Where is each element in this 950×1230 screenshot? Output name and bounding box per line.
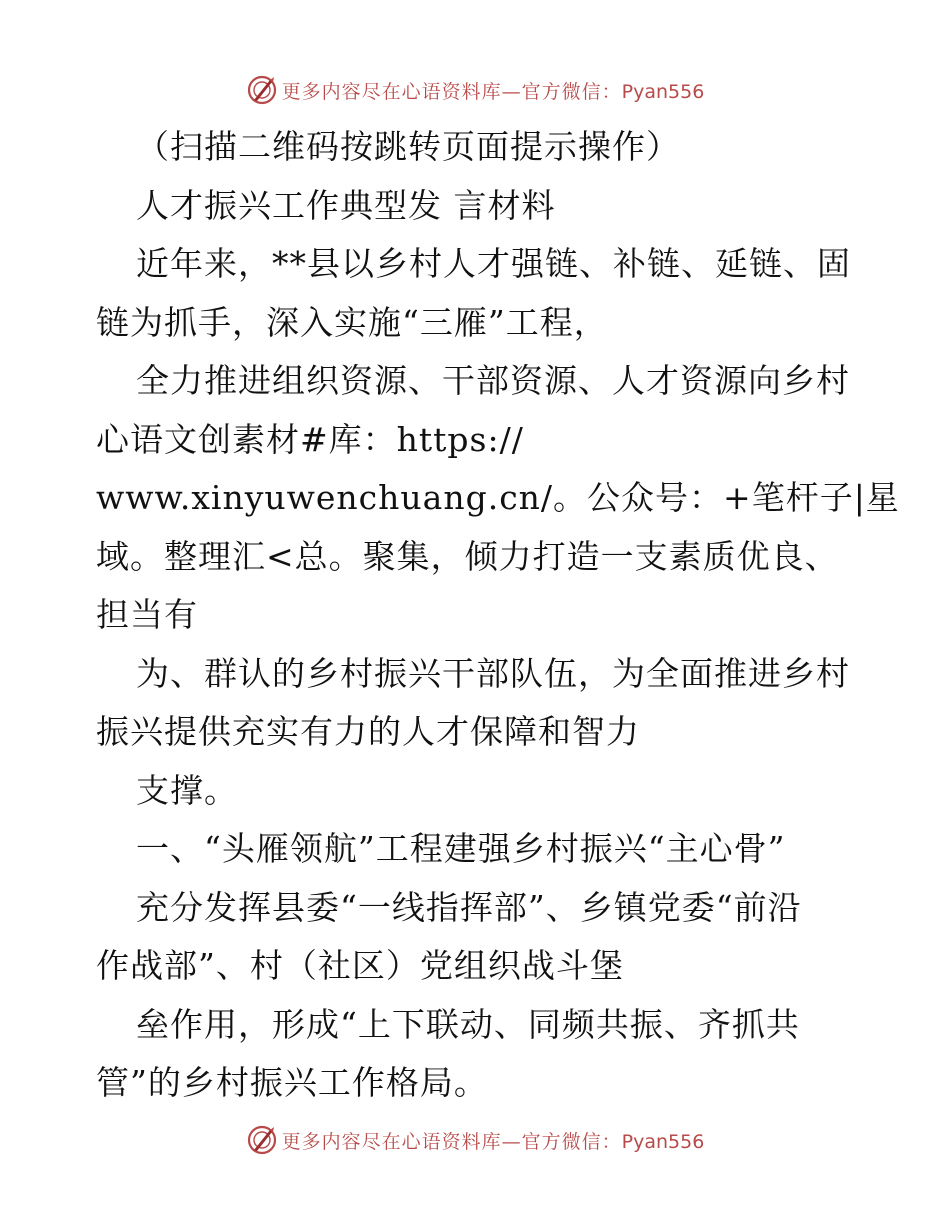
- text-line: 作战部”、村（社区）党组织战斗堡: [96, 946, 624, 985]
- text-line: 为、群认的乡村振兴干部队伍，为全面推进乡村: [136, 653, 850, 693]
- text-line: 垒作用，形成“上下联动、同频共振、齐抓共: [136, 1004, 800, 1044]
- text-line: 心语文创素材#库：https://: [96, 419, 524, 459]
- text-line: 一、“头雁领航”工程建强乡村振兴“主心骨”: [136, 829, 786, 868]
- footer-banner: [0, 1120, 950, 1160]
- banner-text: 更多内容尽在心语资料库—官方微信：Pyan556: [281, 1130, 705, 1153]
- text-line: 担当有: [96, 595, 198, 634]
- banner-text: 更多内容尽在心语资料库—官方微信：Pyan556: [281, 80, 705, 103]
- wechat-id: Pyan556: [621, 1130, 705, 1153]
- document-body: [96, 118, 900, 1113]
- text-line: 人才振兴工作典型发 言材料: [136, 185, 556, 225]
- text-line: 充分发挥县委“一线指挥部”、乡镇党委“前沿: [136, 887, 802, 927]
- quill-seal-icon: [246, 74, 278, 106]
- text-line: （扫描二维码按跳转页面提示操作）: [136, 127, 680, 166]
- quill-seal-icon: [246, 1124, 278, 1156]
- text-line: 链为抓手，深入实施“三雁”工程，: [96, 302, 608, 342]
- text-line: 支撑。: [136, 770, 238, 810]
- header-banner: [0, 70, 950, 110]
- text-line: 域。整理汇<总。聚集，倾力打造一支素质优良、: [96, 536, 839, 576]
- wechat-id: Pyan556: [621, 80, 705, 103]
- text-line: 近年来，**县以乡村人才强链、补链、延链、固: [136, 244, 851, 283]
- text-line: 全力推进组织资源、干部资源、人才资源向乡村: [136, 361, 850, 400]
- text-line: 管”的乡村振兴工作格局。: [96, 1063, 488, 1102]
- text-line: 振兴提供充实有力的人才保障和智力: [96, 712, 640, 751]
- text-line: www.xinyuwenchuang.cn/。公众号：+笔杆子|星: [96, 478, 900, 517]
